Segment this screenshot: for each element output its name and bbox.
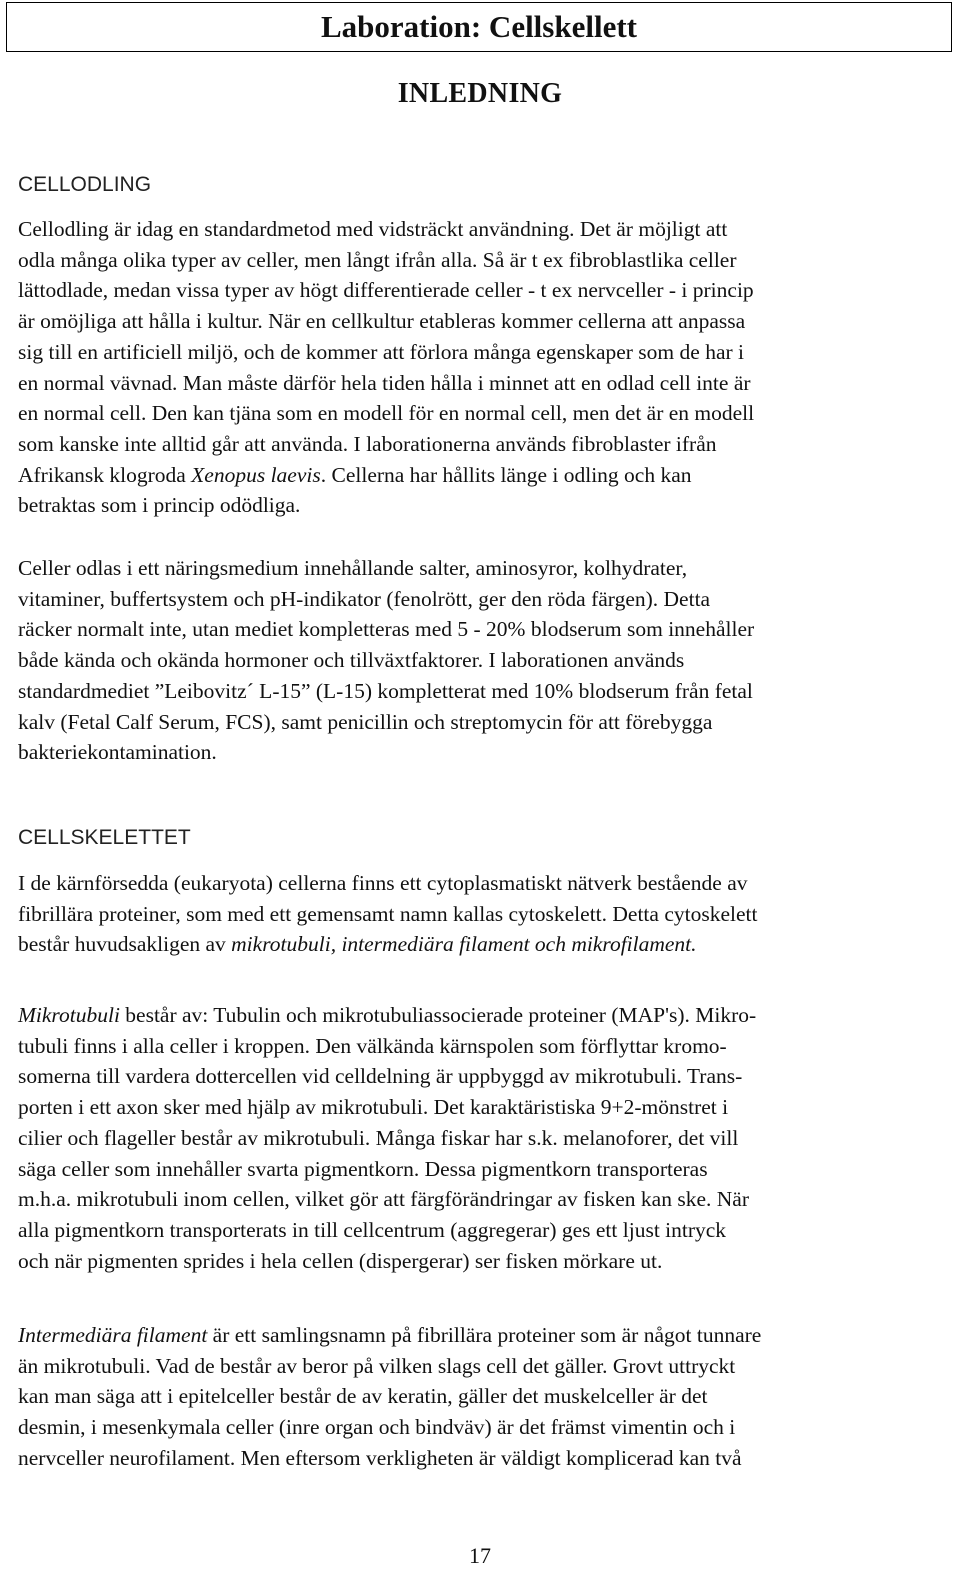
text-run: . Cellerna har hållits länge i odling och kan: [320, 462, 692, 487]
text-line: Cellodling är idag en standardmetod med vidsträckt användning. Det är möjligt att: [18, 217, 728, 241]
text-line: är omöjliga att hålla i kultur. När en cellkultur etableras kommer cellerna att anpassa: [18, 309, 746, 334]
text-line: som kanske inte alltid går att använda. I laborationerna används fibroblaster ifrån: [18, 431, 717, 456]
text-line: [18, 1320, 940, 1351]
paragraph-cellodling-1: [18, 214, 940, 521]
text-line: sig till en artificiell miljö, och de kommer att förlora många egenskaper som de har i: [18, 339, 744, 364]
text-line: [18, 1000, 940, 1031]
text-line: [18, 460, 940, 491]
text-line: en normal cell. Den kan tjäna som en modell för en normal cell, men det är en modell: [18, 401, 755, 426]
section-label-cellskelettet: CELLSKELETTET: [18, 826, 191, 849]
text-line: än mikrotubuli. Vad de består av beror på vilken slags cell det gäller. Grovt uttryckt: [18, 1353, 736, 1378]
emphasis-text: mikrotubuli, intermediära filament och mikrofilament.: [231, 932, 697, 957]
text-line: kalv (Fetal Calf Serum, FCS), samt penicillin och streptomycin för att förebygga: [18, 709, 713, 734]
text-run: Afrikansk klogroda: [18, 462, 192, 487]
text-line: alla pigmentkorn transporterats in till cellcentrum (aggregerar) ges ett ljust intryck: [18, 1217, 727, 1242]
text-line: vitaminer, buffertsystem och pH-indikator (fenolrött, ger den röda färgen). Detta: [18, 586, 711, 611]
paragraph-mikrotubuli: [18, 1000, 940, 1276]
term-intermediara-filament: Intermediära filament: [18, 1323, 208, 1347]
text-line: [18, 929, 940, 960]
text-run: består av: Tubulin och mikrotubuliassocierade proteiner (MAP's). Mikro-: [119, 1003, 757, 1027]
page-number: 17: [469, 1543, 491, 1568]
section-heading-inledning: INLEDNING: [397, 78, 563, 109]
text-line: m.h.a. mikrotubuli inom cellen, vilket gör att färgförändringar av fisken kan ske. När: [18, 1187, 749, 1212]
text-line: och när pigmenten sprides i hela cellen (dispergerar) ser fisken mörkare ut.: [18, 1248, 663, 1273]
text-line: en normal vävnad. Man måste därför hela tiden hålla i minnet att en odlad cell inte är: [18, 370, 751, 395]
text-line: nervceller neurofilament. Men eftersom verkligheten är väldigt komplicerad kan två: [18, 1445, 742, 1470]
paragraph-cellodling-2: [18, 553, 940, 768]
text-line: somerna till vardera dottercellen vid celldelning är uppbyggd av mikrotubuli. Trans-: [18, 1064, 743, 1089]
text-line: kan man säga att i epitelceller består de av keratin, gäller det muskelceller är det: [18, 1384, 708, 1409]
text-line: både kända och okända hormoner och tillväxtfaktorer. I laborationen används: [18, 648, 685, 673]
text-run: består huvudsakligen av: [18, 932, 232, 957]
text-line: desmin, i mesenkymala celler (inre organ och bindväv) är det främst vimentin och i: [18, 1415, 736, 1440]
species-name: Xenopus laevis: [191, 462, 321, 487]
paragraph-intermediara-filament: [18, 1320, 940, 1474]
text-line: porten i ett axon sker med hjälp av mikrotubuli. Det karaktäristiska 9+2-mönstret i: [18, 1095, 729, 1120]
text-line: räcker normalt inte, utan mediet kompletteras med 5 - 20% blodserum som innehåller: [18, 617, 755, 642]
text-line: I de kärnförsedda (eukaryota) cellerna finns ett cytoplasmatiskt nätverk bestående av: [18, 871, 748, 895]
text-line: standardmediet ”Leibovitz´ L-15” (L-15) kompletterat med 10% blodserum från fetal: [18, 678, 753, 703]
text-line: cilier och flageller består av mikrotubuli. Många fiskar har s.k. melanoforer, det vill: [18, 1125, 739, 1150]
text-line: tubuli finns i alla celler i kroppen. Den välkända kärnspolen som förflyttar kromo-: [18, 1033, 727, 1058]
text-line: odla många olika typer av celler, men långt ifrån alla. Så är t ex fibroblastlika celler: [18, 247, 737, 272]
text-line: betraktas som i princip odödliga.: [18, 493, 301, 518]
text-line: lättodlade, medan vissa typer av högt differentierade celler - t ex nervceller - i princip: [18, 278, 754, 303]
text-line: säga celler som innehåller svarta pigmentkorn. Dessa pigmentkorn transporteras: [18, 1156, 708, 1181]
document-title: Laboration: Cellskellett: [6, 2, 952, 52]
text-line: fibrillära proteiner, som med ett gemensamt namn kallas cytoskelett. Detta cytoskelett: [18, 901, 758, 926]
section-label-cellodling: CELLODLING: [18, 173, 152, 196]
text-run: är ett samlingsnamn på fibrillära proteiner som är något tunnare: [207, 1323, 762, 1347]
paragraph-cellskelettet-1: [18, 868, 940, 960]
term-mikrotubuli: Mikrotubuli: [18, 1003, 120, 1027]
text-line: bakteriekontamination.: [18, 740, 217, 765]
text-line: Celler odlas i ett näringsmedium innehållande salter, aminosyror, kolhydrater,: [18, 556, 688, 580]
